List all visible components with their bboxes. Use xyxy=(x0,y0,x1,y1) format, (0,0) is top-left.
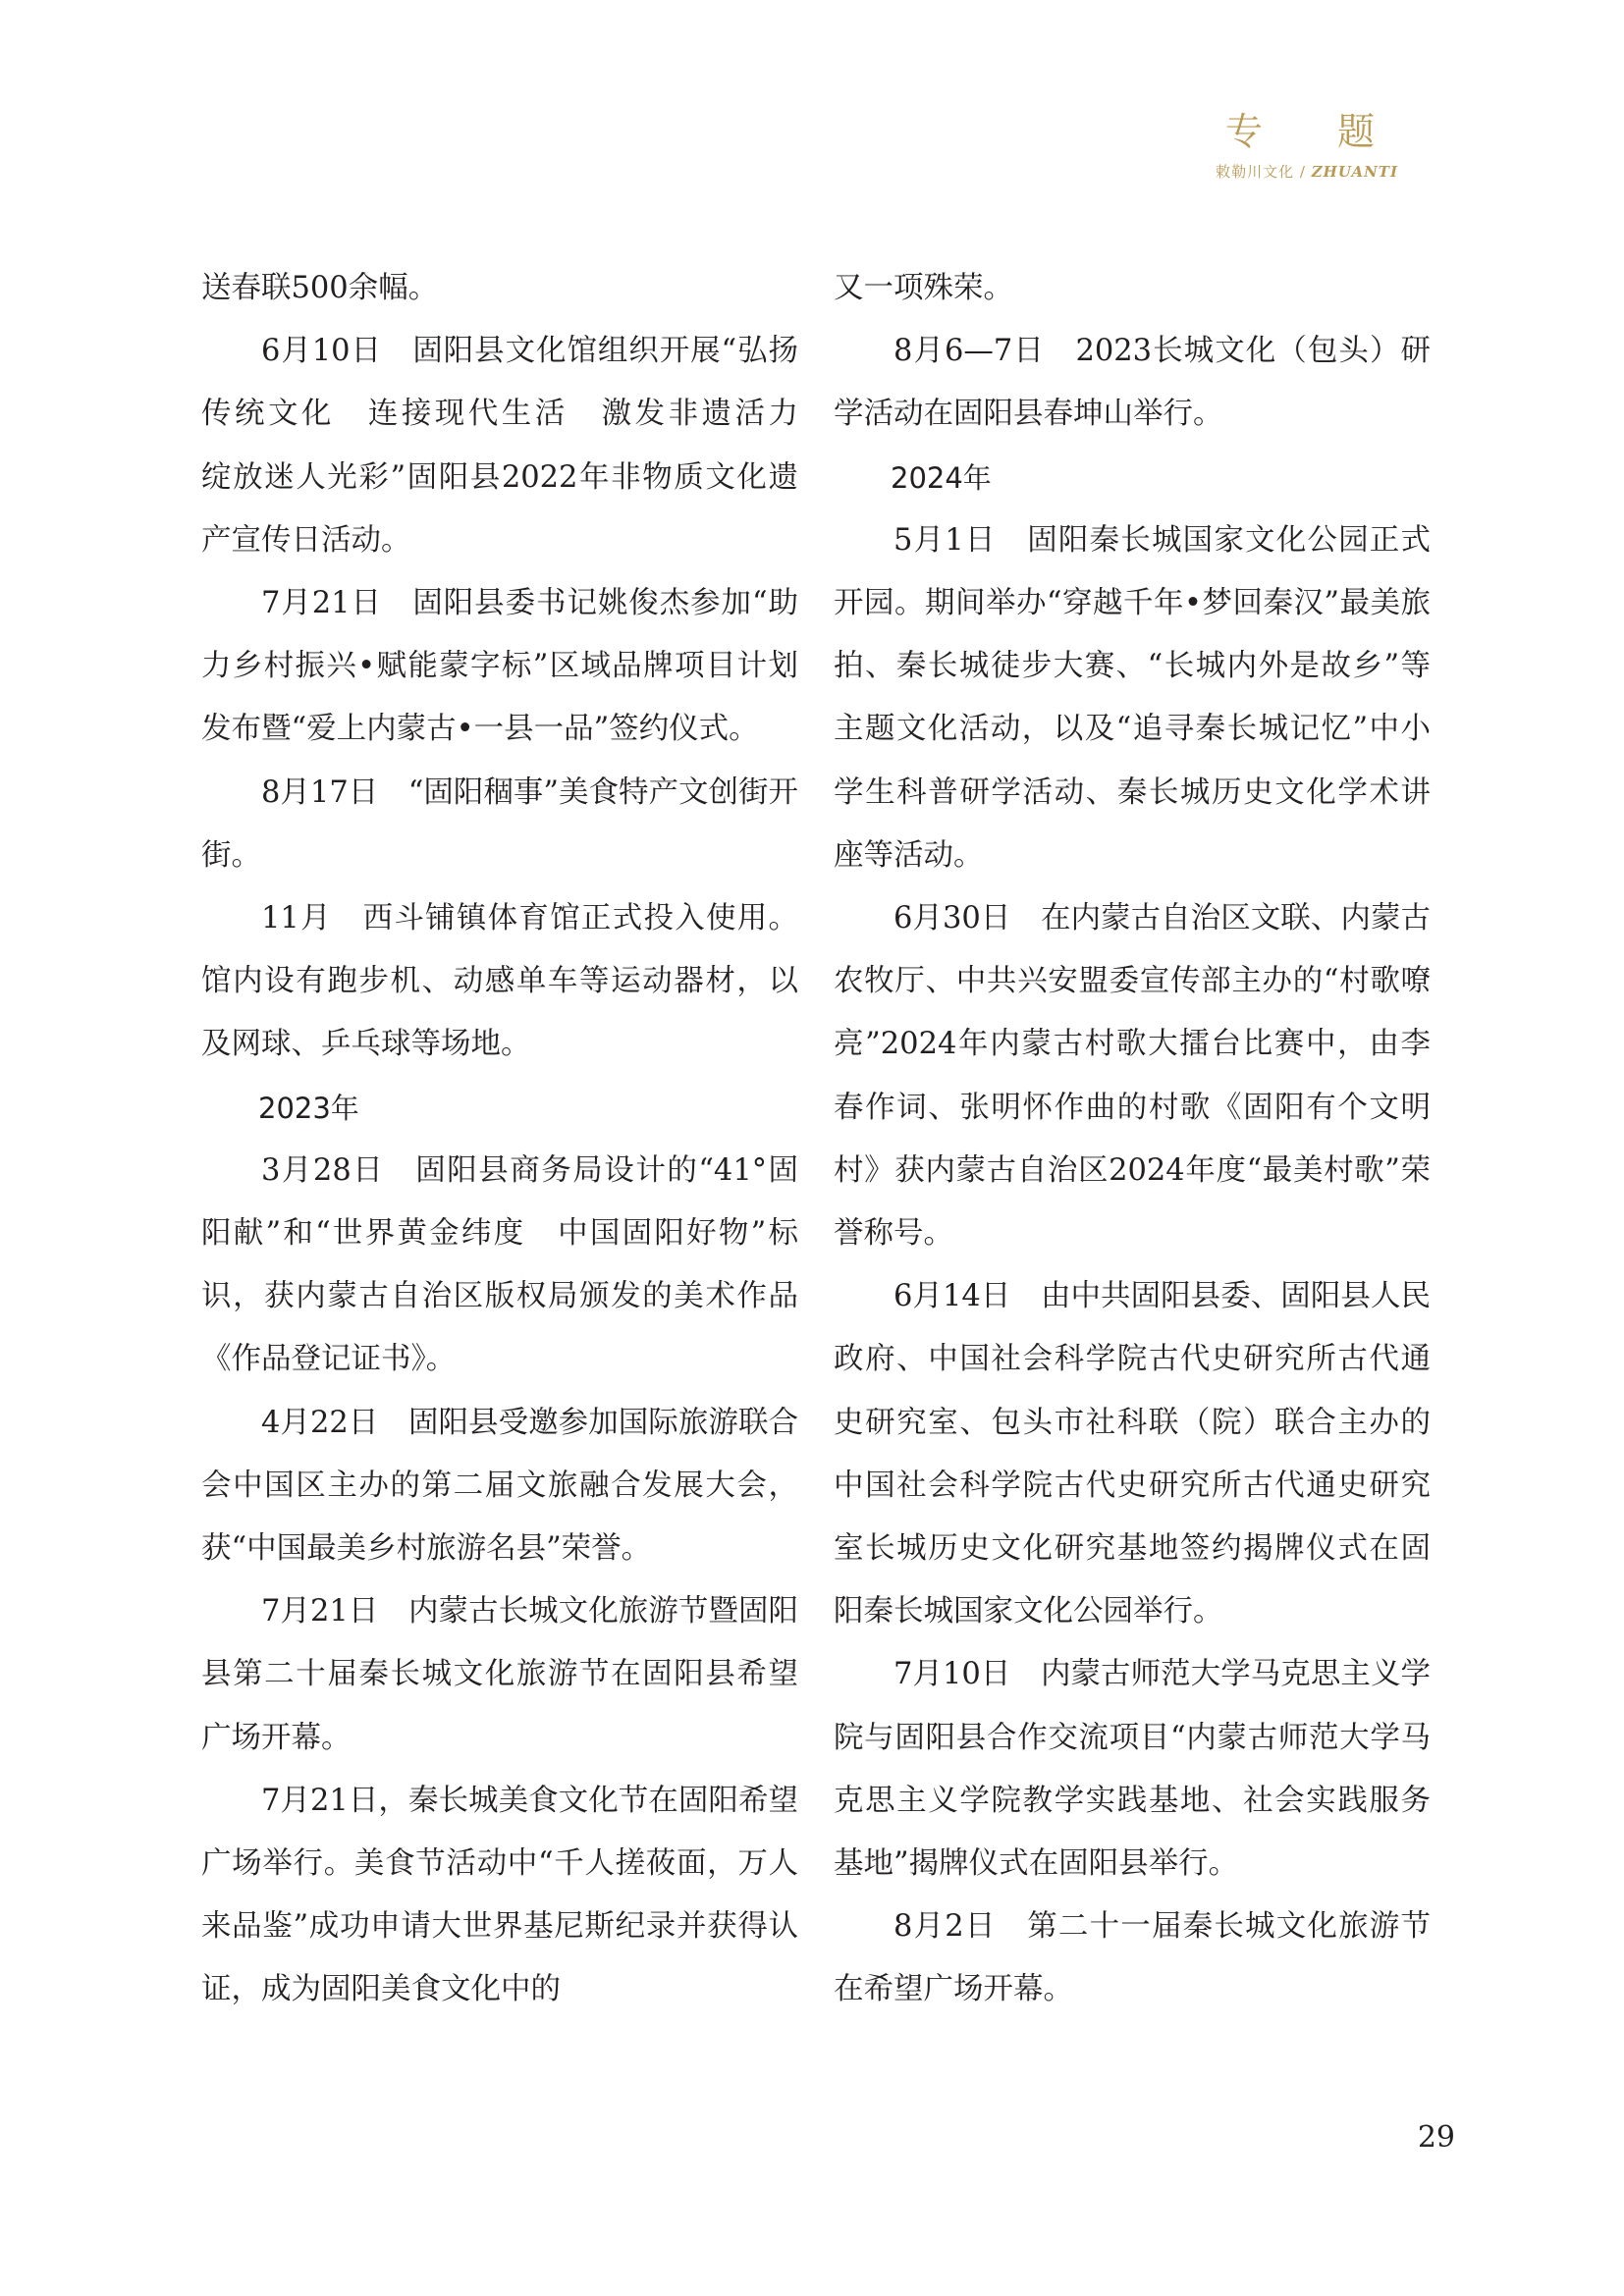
paragraph: 8月17日 “固阳稒事”美食特产文创街开街。 xyxy=(201,774,798,873)
paragraph: 送春联500余幅。 xyxy=(201,271,439,305)
section-title: 专 题 xyxy=(1224,110,1406,153)
paragraph: 6月10日 固阳县文化馆组织开展“弘扬传统文化 连接现代生活 激发非遗活力 绽放迷人光彩”固阳县2022年非物质文化遗产宣传日活动。 xyxy=(201,334,829,558)
paragraph: 6月30日 在内蒙古自治区文联、内蒙古农牧厅、中共兴安盟委宣传部主办的“村歌嘹亮”2024年内蒙古村歌大擂台比赛中，由李春作词、张明怀作曲的村歌《固阳有个文明村》获内蒙古自治区2024年度“最美村歌”荣誉称号。 xyxy=(834,901,1431,1252)
paragraph: 4月22日 固阳县受邀参加国际旅游联合会中国区主办的第二届文旅融合发展大会，获“中国最美乡村旅游名县”荣誉。 xyxy=(201,1405,798,1567)
page-header xyxy=(1216,110,1406,182)
paragraph: 7月10日 内蒙古师范大学马克思主义学院与固阳县合作交流项目“内蒙古师范大学马克思主义学院教学实践基地、社会实践服务基地”揭牌仪式在固阳县举行。 xyxy=(834,1657,1431,1882)
paragraph: 8月2日 第二十一届秦长城文化旅游节在希望广场开幕。 xyxy=(834,1909,1431,2007)
year-heading: 2024年 xyxy=(891,460,992,495)
paragraph: 又一项殊荣。 xyxy=(834,271,1013,305)
paragraph: 7月21日 固阳县委书记姚俊杰参加“助力乡村振兴•赋能蒙字标”区域品牌项目计划发布暨“爱上内蒙古•一县一品”签约仪式。 xyxy=(201,586,798,747)
paragraph: 8月6—7日 2023长城文化（包头）研学活动在固阳县春坤山举行。 xyxy=(834,334,1431,432)
section-subtitle-separator: / xyxy=(1294,162,1312,181)
paragraph: 6月14日 由中共固阳县委、固阳县人民政府、中国社会科学院古代史研究所古代通史研究室、包头市社科联（院）联合主办的中国社会科学院古代史研究所古代通史研究室长城历史文化研究基地签约揭牌仪式在固阳秦长城国家文化公园举行。 xyxy=(834,1279,1431,1629)
page-number: 29 xyxy=(1417,2120,1455,2155)
year-heading: 2023年 xyxy=(258,1091,359,1125)
section-subtitle-en: ZHUANTI xyxy=(1311,162,1398,181)
section-subtitle xyxy=(1216,161,1398,182)
section-subtitle-cn: 敕勒川文化 xyxy=(1216,162,1295,181)
left-column xyxy=(201,257,829,2022)
paragraph: 5月1日 固阳秦长城国家文化公园正式开园。期间举办“穿越千年•梦回秦汉”最美旅拍、秦长城徒步大赛、“长城内外是故乡”等主题文化活动，以及“追寻秦长城记忆”中小学生科普研学活动、秦长城历史文化学术讲座等活动。 xyxy=(834,522,1431,873)
paragraph: 7月21日，秦长城美食文化节在固阳希望广场举行。美食节活动中“千人搓莜面，万人来品鉴”成功申请大世界基尼斯纪录并获得认证，成为固阳美食文化中的 xyxy=(201,1783,798,2007)
paragraph: 11月 西斗铺镇体育馆正式投入使用。馆内设有跑步机、动感单车等运动器材，以及网球、乒乓球等场地。 xyxy=(201,901,798,1062)
right-column xyxy=(834,257,1431,2022)
paragraph: 7月21日 内蒙古长城文化旅游节暨固阳县第二十届秦长城文化旅游节在固阳县希望广场开幕。 xyxy=(201,1594,798,1755)
paragraph: 3月28日 固阳县商务局设计的“41°固阳献”和“世界黄金纬度 中国固阳好物”标识，获内蒙古自治区版权局颁发的美术作品《作品登记证书》。 xyxy=(201,1152,798,1377)
